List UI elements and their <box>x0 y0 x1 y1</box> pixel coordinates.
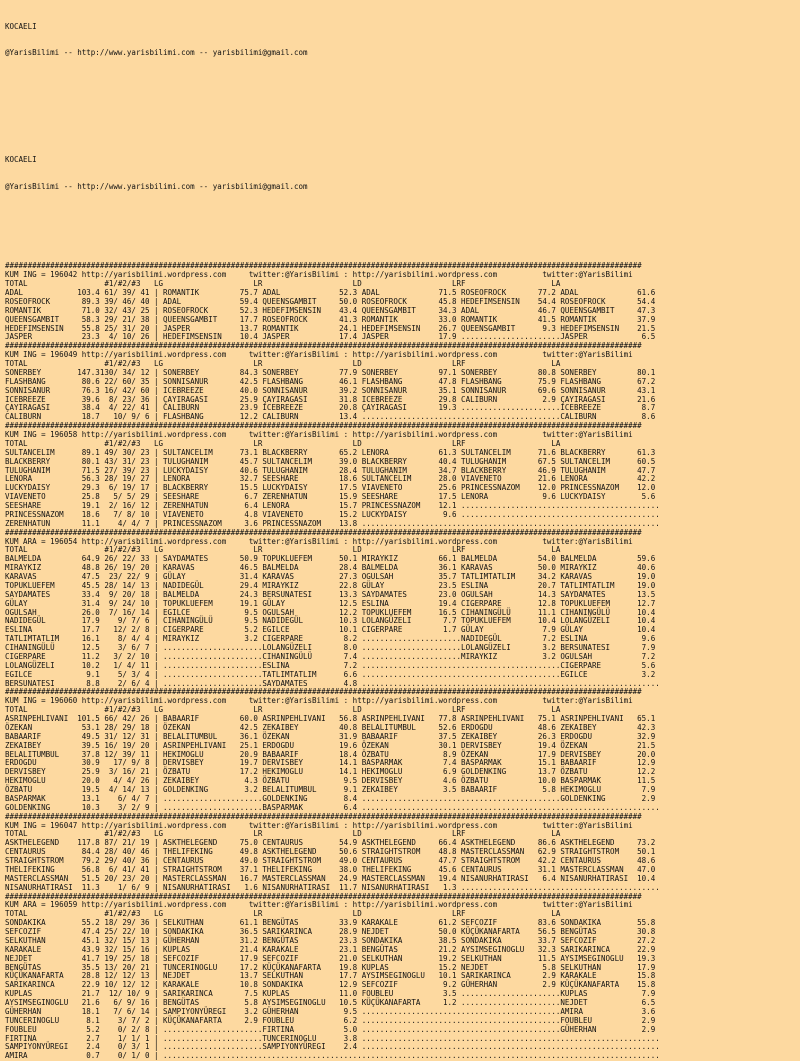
table-row: THELIFEKING 56.8 6/ 41/ 41 | STRAIGHTSTROM 37.1 THELIFEKING 38.0 THELIFEKING 45.6 CENTAURUS 31.1 MASTERCLASSMAN 47.0 <box>5 864 660 874</box>
column-header: TOTAL #1/#2/#3 LG LR LD LRF LA <box>5 545 561 555</box>
column-header: TOTAL #1/#2/#3 LG LR LD LRF LA <box>5 909 561 919</box>
header-city-repeat: KOCAELI <box>5 154 37 164</box>
table-row: CALIBURN 18.7 10/ 9/ 6 | FLASHBANG 12.2 CALIBURN 13.4 ............................................CALIBURN 8.6 <box>5 412 660 422</box>
race-title: KUM ARA = 196059 http://yarisbilimi.wordpress.com twitter:@YarisBilimi : http://yarisbilimi.wordpress.com twitter:@YarisBilimi <box>5 900 633 910</box>
table-row: ASRINPEHLIVANI 101.5 66/ 42/ 26 | BABAARIF 60.0 ASRINPEHLIVANI 56.8 ASRINPEHLIVANI 77.8 ASRINPEHLIVANI 75.1 ASRINPEHLIVANI 65.1 <box>5 714 660 723</box>
race-sections <box>5 261 800 1061</box>
table-row: HEKIMOGLU 20.0 4/ 4/ 26 | ZEKAIBEY 4.3 ÖZBATU 9.5 DERVISBEY 4.6 ÖZBATU 10.0 BASPARMAK 11.5 <box>5 776 660 786</box>
table-row: SONERBEY 147.3130/ 34/ 12 | SONERBEY 84.3 SONERBEY 77.9 SONERBEY 97.1 SONERBEY 80.8 SONERBEY 80.1 <box>5 367 660 377</box>
table-row: LENORA 56.3 28/ 19/ 27 | LENORA 32.7 SEESHARE 18.6 SULTANCELIM 28.0 VIAVENETO 21.6 LENORA 42.2 <box>5 474 660 484</box>
table-row: ÖZEKAN 53.1 28/ 29/ 18 | ÖZEKAN 42.5 ZEKAIBEY 40.8 BELALITUMBUL 52.6 ERDOGDU 48.6 ZEKAIBEY 42.3 <box>5 722 660 732</box>
table-row: ICEBREEZE 39.6 8/ 23/ 36 | ÇAYIRAGASI 25.9 ÇAYIRAGASI 31.8 ICEBREEZE 29.8 CALIBURN 2.9 ÇAYIRAGASI 21.6 <box>5 394 660 404</box>
table-row: GÜHERHAN 18.1 7/ 6/ 14 | SAMPIYONYÜREGI 3.2 GÜHERHAN 9.5 ............................................AMIRA 3.6 <box>5 1006 660 1016</box>
table-row: TULUGHANIM 71.5 27/ 39/ 23 | LUCKYDAISY 40.6 TULUGHANIM 28.4 TULUGHANIM 34.7 BLACKBERRY 46.9 TULUGHANIM 47.7 <box>5 465 660 475</box>
table-row: MIRAYKIZ 48.8 26/ 19/ 20 | KARAVAS 46.5 BALMELDA 28.4 BALMELDA 36.1 KARAVAS 50.0 MIRAYKIZ 40.6 <box>5 563 660 573</box>
separator-line: ############################################################################################################################################# <box>5 261 642 271</box>
table-row: SEESHARE 19.1 2/ 16/ 12 | ZERENHATUN 6.4 LENORA 15.7 PRINCESSNAZOM 12.1 ............................................ <box>5 501 660 510</box>
table-row: SAYDAMATES 33.4 9/ 20/ 18 | BALMELDA 24.3 BERSUNATESI 13.3 SAYDAMATES 23.0 OGULSAH 14.3 SAYDAMATES 13.5 <box>5 589 660 599</box>
table-row: STRAIGHTSTROM 79.2 29/ 40/ 36 | CENTAURUS 49.0 STRAIGHTSTROM 49.0 CENTAURUS 47.7 STRAIGHTSTROM 42.2 CENTAURUS 48.6 <box>5 856 660 865</box>
table-row: AYSIMSEGINOGLU 21.6 6/ 9/ 16 | BENGÜTAS 5.8 AYSIMSEGINOGLU 10.5 KÜÇÜKANAFARTA 1.2 ......................NEJDET 6.5 <box>5 998 660 1007</box>
table-row: HEDEFIMSENSIN 55.8 25/ 31/ 20 | JASPER 13.7 ROMANTIK 24.1 HEDEFIMSENSIN 26.7 QUEENSGAMBIT 9.3 HEDEFIMSENSIN 21.5 <box>5 323 660 333</box>
table-row: FOUBLEU 5.2 0/ 2/ 8 | ......................FIRTINA 5.0 ............................................GÜHERHAN 2.9 <box>5 1024 660 1034</box>
header-city: KOCAELI <box>5 21 37 31</box>
separator-line: ############################################################################################################################################# <box>5 687 642 697</box>
table-row: SULTANCELIM 89.1 49/ 30/ 23 | SULTANCELIM 73.1 BLACKBERRY 65.2 LENORA 61.3 SULTANCELIM 71.6 BLACKBERRY 61.3 <box>5 447 660 457</box>
table-row: NISANURHATIRASI 11.3 1/ 6/ 9 | NISANURHATIRASI 1.6 NISANURHATIRASI 11.7 NISANURHATIRASI 1.3 ............................................ <box>5 882 660 892</box>
table-row: BLACKBERRY 80.1 43/ 31/ 23 | TULUGHANIM 45.7 SULTANCELIM 39.0 BLACKBERRY 40.4 TULUGHANIM 67.5 SULTANCELIM 60.5 <box>5 456 660 466</box>
table-row: ZERENHATUN 11.1 4/ 4/ 7 | PRINCESSNAZOM 3.6 PRINCESSNAZOM 13.8 .................................................................. <box>5 518 660 528</box>
table-row: BALMELDA 64.9 26/ 22/ 33 | SAYDAMATES 50.9 TOPUKLUEFEM 50.1 MIRAYKIZ 66.1 BALMELDA 54.0 BALMELDA 59.6 <box>5 554 660 564</box>
race-title: KUM ING = 196042 http://yarisbilimi.wordpress.com twitter:@YarisBilimi : http://yarisbilimi.wordpress.com twitter:@YarisBilimi <box>5 270 633 280</box>
header-contact: @YarisBilimi -- http://www.yarisbilimi.com -- yarisbilimi@gmail.com <box>5 48 308 58</box>
table-row: OGULSAH 26.0 7/ 16/ 14 | EGILCE 9.5 OGULSAH 12.2 TOPUKLUEFEM 16.5 CIHANINGÜLÜ 11.1 CIHANINGÜLÜ 10.4 <box>5 607 660 617</box>
blank-line <box>5 129 800 138</box>
column-header: TOTAL #1/#2/#3 LG LR LD LRF LA <box>5 438 561 448</box>
race-title: KUM ING = 196060 http://yarisbilimi.wordpress.com twitter:@YarisBilimi : http://yarisbilimi.wordpress.com twitter:@YarisBilimi <box>5 696 633 706</box>
table-row: NEJDET 41.7 19/ 25/ 18 | SEFCOZIF 17.9 SEFCOZIF 21.0 SELKUTHAN 19.2 SELKUTHAN 11.5 AYSIMSEGINOGLU 19.3 <box>5 953 660 963</box>
table-row: EGILCE 9.1 5/ 3/ 4 | ......................TATLIMTATLIM 6.6 ............................................EGILCE 3.2 <box>5 669 660 679</box>
column-header: TOTAL #1/#2/#3 LG LR LD LRF LA <box>5 359 561 368</box>
table-row: DERVISBEY 25.9 3/ 16/ 21 | ÖZBATU 17.2 HEKIMOGLU 14.1 HEKIMOGLU 6.9 GOLDENKING 13.7 ÖZBATU 12.2 <box>5 767 660 777</box>
table-row: TOPUKLUEFEM 45.5 28/ 14/ 13 | NADIDEGÜL 29.4 MIRAYKIZ 22.8 GÜLAY 23.5 ESLINA 20.7 TATLIMTATLIM 19.0 <box>5 580 660 590</box>
table-row: KÜÇÜKANAFARTA 28.8 12/ 12/ 13 | NEJDET 13.7 SELKUTHAN 17.7 AYSIMSEGINOGLU 10.1 SARIKARINCA 2.9 KARAKALE 15.8 <box>5 971 660 981</box>
separator-line: ############################################################################################################################################# <box>5 811 642 821</box>
blank-line <box>5 236 800 245</box>
table-row: BENGÜTAS 35.5 13/ 20/ 21 | TUNCERINOGLU 17.2 KÜÇÜKANAFARTA 19.8 KUPLAS 15.2 NEJDET 5.8 SELKUTHAN 17.9 <box>5 962 660 972</box>
race-title: KUM ING = 196058 http://yarisbilimi.wordpress.com twitter:@YarisBilimi : http://yarisbilimi.wordpress.com twitter:@YarisBilimi <box>5 430 633 439</box>
race-title: KUM ARA = 196054 http://yarisbilimi.wordpress.com twitter:@YarisBilimi : http://yarisbilimi.wordpress.com twitter:@YarisBilimi <box>5 536 633 546</box>
column-header: TOTAL #1/#2/#3 LG LR LD LRF LA <box>5 279 561 289</box>
blank-line <box>5 103 800 112</box>
table-row: ASKTHELEGEND 117.8 87/ 21/ 19 | ASKTHELEGEND 75.0 CENTAURUS 54.9 ASKTHELEGEND 66.4 ASKTHELEGEND 86.6 ASKTHELEGEND 73.2 <box>5 838 660 848</box>
separator-line: ############################################################################################################################################# <box>5 891 642 901</box>
table-row: CENTAURUS 84.4 28/ 40/ 46 | THELIFEKING 49.8 ASKTHELEGEND 50.6 STRAIGHTSTROM 48.8 MASTERCLASSMAN 62.9 STRAIGHTSTROM 50.1 <box>5 847 660 857</box>
separator-line: ############################################################################################################################################# <box>5 421 642 431</box>
table-row: LOLANGÜZELI 10.2 1/ 4/ 11 | ......................ESLINA 7.2 ............................................CIGERPARE 5.6 <box>5 660 660 670</box>
table-row: SONNISANUR 76.3 16/ 42/ 60 | ICEBREEZE 40.0 SONNISANUR 39.2 SONNISANUR 35.1 SONNISANUR 69.6 SONNISANUR 43.1 <box>5 385 660 395</box>
table-row: ESLINA 17.7 12/ 2/ 8 | CIGERPARE 5.2 EGILCE 10.1 CIGERPARE 1.7 GÜLAY 7.9 GÜLAY 10.4 <box>5 625 660 635</box>
table-row: SARIKARINCA 22.9 10/ 12/ 12 | KARAKALE 10.8 SONDAKIKA 12.9 SEFCOZIF 9.2 GÜHERHAN 2.9 KÜÇÜKANAFARTA 15.8 <box>5 980 660 990</box>
column-header: TOTAL #1/#2/#3 LG LR LD LRF LA <box>5 705 561 715</box>
table-row: BASPARMAK 13.1 6/ 4/ 7 | ......................GOLDENKING 8.4 ............................................GOLDENKING 2.9 <box>5 793 660 803</box>
table-row: AMIRA 0.7 0/ 1/ 0 | .............................................................................................................. <box>5 1051 660 1061</box>
table-row: FLASHBANG 80.6 22/ 60/ 35 | SONNISANUR 42.5 FLASHBANG 46.1 FLASHBANG 47.8 FLASHBANG 75.9 FLASHBANG 67.2 <box>5 376 660 386</box>
table-row: SONDAKIKA 55.2 18/ 29/ 36 | SELKUTHAN 61.1 BENGÜTAS 33.9 KARAKALE 61.2 SEFCOZIF 83.6 SONDAKIKA 55.8 <box>5 918 660 928</box>
table-row: TUNCERINOGLU 8.1 3/ 7/ 2 | KÜÇÜKANAFARTA 2.9 FOUBLEU 6.2 ............................................FOUBLEU 2.9 <box>5 1015 660 1025</box>
table-row: BERSUNATESI 8.8 2/ 6/ 4 | ......................SAYDAMATES 4.8 .................................................................. <box>5 678 660 688</box>
column-header: TOTAL #1/#2/#3 LG LR LD LRF LA <box>5 829 561 839</box>
table-row: ÖZBATU 19.5 4/ 14/ 13 | GOLDENKING 3.2 BELALITUMBUL 9.1 ZEKAIBEY 3.5 BABAARIF 5.8 HEKIMOGLU 7.9 <box>5 785 660 794</box>
table-row: ROMANTIK 71.0 32/ 43/ 25 | ROSEOFROCK 52.3 HEDEFIMSENSIN 43.4 QUEENSGAMBIT 34.3 ADAL 46.7 QUEENSGAMBIT 47.3 <box>5 305 660 315</box>
header-contact-repeat: @YarisBilimi -- http://www.yarisbilimi.com -- yarisbilimi@gmail.com <box>5 181 308 191</box>
table-row: SAMPIYONYÜREGI 2.4 0/ 3/ 1 | ......................SAMPIYONYÜREGI 2.4 .................................................................. <box>5 1042 660 1052</box>
table-row: NADIDEGÜL 17.9 9/ 7/ 6 | CIHANINGÜLÜ 9.5 NADIDEGÜL 10.3 LOLANGÜZELI 7.7 TOPUKLUEFEM 10.4 LOLANGÜZELI 10.4 <box>5 616 660 626</box>
table-row: GOLDENKING 10.3 3/ 2/ 9 | ......................BASPARMAK 6.4 .................................................................. <box>5 802 660 812</box>
table-row: PRINCESSNAZOM 18.6 7/ 8/ 10 | VIAVENETO 4.8 VIAVENETO 15.2 LUCKYDAISY 9.6 ............................................ <box>5 509 660 519</box>
table-row: VIAVENETO 25.8 5/ 5/ 29 | SEESHARE 6.7 ZERENHATUN 15.9 SEESHARE 17.5 LENORA 9.6 LUCKYDAISY 5.6 <box>5 492 660 502</box>
table-row: SEFCOZIF 47.4 25/ 22/ 10 | SONDAKIKA 36.5 SARIKARINCA 28.9 NEJDET 50.0 KÜÇÜKANAFARTA 56.5 BENGÜTAS 30.8 <box>5 927 660 936</box>
table-row: CIHANINGÜLÜ 12.5 3/ 6/ 7 | ......................LOLANGÜZELI 8.0 ......................LOLANGÜZELI 3.2 BERSUNATESI 7.9 <box>5 643 660 652</box>
table-row: TATLIMTATLIM 16.1 8/ 4/ 4 | MIRAYKIZ 3.2 CIGERPARE 8.2 ......................NADIDEGÜL 7.2 ESLINA 9.6 <box>5 634 660 644</box>
table-row: ADAL 103.4 61/ 39/ 41 | ROMANTIK 75.7 ADAL 52.3 ADAL 71.5 ROSEOFROCK 77.2 ADAL 61.6 <box>5 288 660 297</box>
blank-line <box>5 209 800 218</box>
table-row: ZEKAIBEY 39.5 16/ 19/ 20 | ASRINPEHLIVANI 25.1 ERDOGDU 19.6 ÖZEKAN 30.1 DERVISBEY 19.4 ÖZEKAN 21.5 <box>5 740 660 750</box>
table-row: JASPER 23.3 4/ 10/ 26 | HEDEFIMSENSIN 10.4 JASPER 17.4 JASPER 17.9 ......................JASPER 6.5 <box>5 332 660 342</box>
table-row: ÇAYIRAGASI 38.4 4/ 22/ 41 | CALIBURN 23.9 ICEBREEZE 20.8 ÇAYIRAGASI 19.3 ......................ICEBREEZE 8.7 <box>5 403 660 413</box>
table-row: KARAKALE 43.9 32/ 15/ 16 | KUPLAS 21.4 KARAKALE 23.1 BENGÜTAS 21.2 AYSIMSEGINOGLU 32.3 SARIKARINCA 22.9 <box>5 944 660 954</box>
table-row: BABAARIF 49.5 31/ 12/ 31 | BELALITUMBUL 36.1 ÖZEKAN 31.9 BABAARIF 37.5 ZEKAIBEY 26.3 ERDOGDU 32.9 <box>5 731 660 741</box>
table-row: QUEENSGAMBIT 58.3 29/ 21/ 38 | QUEENSGAMBIT 17.7 ROSEOFROCK 41.3 ROMANTIK 33.0 ROMANTIK 41.5 ROMANTIK 37.9 <box>5 314 660 324</box>
blank-line <box>5 76 800 85</box>
separator-line: ############################################################################################################################################# <box>5 527 642 537</box>
table-row: ROSEOFROCK 89.3 39/ 46/ 40 | ADAL 59.4 QUEENSGAMBIT 50.0 ROSEOFROCK 45.8 HEDEFIMSENSIN 54.4 ROSEOFROCK 54.4 <box>5 296 660 306</box>
separator-line: ############################################################################################################################################# <box>5 341 642 351</box>
race-title: KUM ING = 196047 http://yarisbilimi.wordpress.com twitter:@YarisBilimi : http://yarisbilimi.wordpress.com twitter:@YarisBilimi <box>5 820 633 830</box>
table-row: CIGERPARE 11.2 3/ 2/ 10 | ......................CIHANINGÜLÜ 7.4 ......................MIRAYKIZ 3.2 OGULSAH 7.2 <box>5 651 660 661</box>
table-row: MASTERCLASSMAN 51.5 20/ 23/ 20 | MASTERCLASSMAN 16.7 MASTERCLASSMAN 24.9 MASTERCLASSMAN 19.4 NISANURHATIRASI 6.4 NISANURHATIRASI 10.4 <box>5 873 660 883</box>
table-row: LUCKYDAISY 29.3 6/ 19/ 17 | BLACKBERRY 15.5 LUCKYDAISY 17.5 VIAVENETO 25.6 PRINCESSNAZOM 12.0 PRINCESSNAZOM 12.0 <box>5 483 660 493</box>
table-row: BELALITUMBUL 37.8 12/ 39/ 11 | HEKIMOGLU 20.9 BABAARIF 18.4 ÖZBATU 8.9 ÖZEKAN 17.9 DERVISBEY 20.0 <box>5 749 660 759</box>
table-row: KARAVAS 47.5 23/ 22/ 9 | GÜLAY 31.4 KARAVAS 27.3 OGULSAH 35.7 TATLIMTATLIM 34.2 KARAVAS 19.0 <box>5 572 660 581</box>
table-row: FIRTINA 2.7 1/ 1/ 1 | ......................TUNCERINOGLU 3.8 .................................................................. <box>5 1033 660 1043</box>
race-title: KUM ING = 196049 http://yarisbilimi.wordpress.com twitter:@YarisBilimi : http://yarisbilimi.wordpress.com twitter:@YarisBilimi <box>5 350 633 360</box>
table-row: GÜLAY 31.4 9/ 24/ 10 | TOPUKLUEFEM 19.1 GÜLAY 12.5 ESLINA 19.4 CIGERPARE 12.8 TOPUKLUEFEM 12.7 <box>5 598 660 608</box>
table-row: ERDOGDU 30.9 17/ 9/ 8 | DERVISBEY 19.7 DERVISBEY 14.1 BASPARMAK 7.4 BASPARMAK 15.1 BABAARIF 12.9 <box>5 758 660 768</box>
table-row: KUPLAS 21.7 12/ 10/ 9 | SARIKARINCA 7.5 KUPLAS 11.0 FOUBLEU 3.5 ......................KUPLAS 7.9 <box>5 989 660 999</box>
table-row: SELKUTHAN 45.1 32/ 15/ 13 | GÜHERHAN 31.2 BENGÜTAS 23.3 SONDAKIKA 38.5 SONDAKIKA 33.7 SEFCOZIF 27.2 <box>5 935 660 945</box>
